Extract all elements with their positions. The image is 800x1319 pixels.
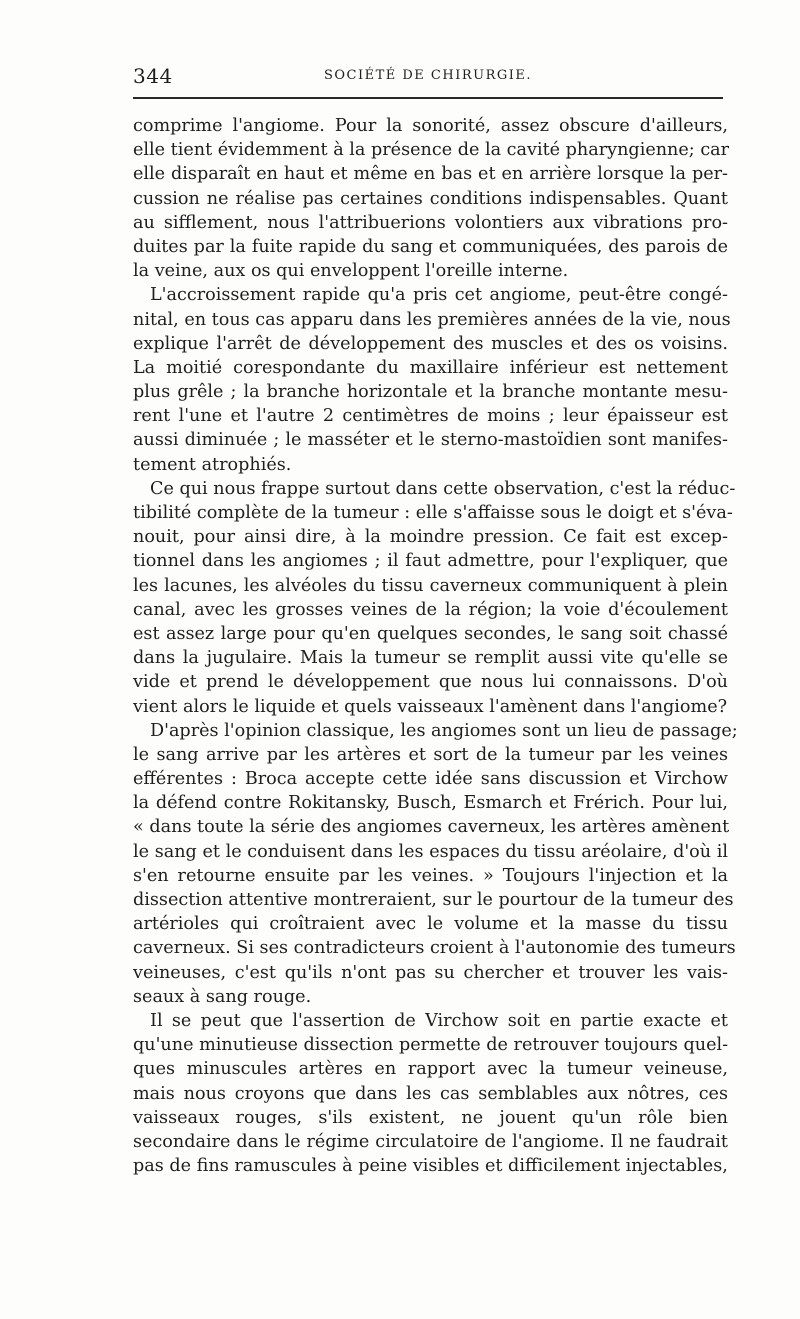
body-text bbox=[133, 114, 738, 1178]
text-line: le sang et le conduisent dans les espaces du tissu aréolaire, d'où il bbox=[133, 841, 728, 862]
text-line: elle tient évidemment à la présence de la cavité pharyngienne; car bbox=[133, 140, 730, 161]
text-line: elle disparaît en haut et même en bas et en arrière lorsque la per- bbox=[133, 164, 728, 185]
text-line: D'après l'opinion classique, les angiomes sont un lieu de passage; bbox=[150, 720, 738, 741]
paragraph bbox=[133, 719, 738, 1009]
page-number: 344 bbox=[133, 64, 173, 88]
text-line: canal, avec les grosses veines de la région; la voie d'écoulement bbox=[133, 599, 728, 620]
text-line: vient alors le liquide et quels vaisseaux l'amènent dans l'angiome? bbox=[133, 696, 728, 717]
text-line: L'accroissement rapide qu'a pris cet angiome, peut-être congé- bbox=[150, 285, 728, 306]
text-line: seaux à sang rouge. bbox=[133, 986, 312, 1007]
text-line: tibilité complète de la tumeur : elle s'affaisse sous le doigt et s'éva- bbox=[133, 503, 733, 523]
text-line: tement atrophiés. bbox=[133, 454, 292, 475]
text-line: La moitié corespondante du maxillaire inférieur est nettement bbox=[133, 357, 728, 378]
text-line: explique l'arrêt de développement des muscles et des os voisins. bbox=[133, 333, 728, 354]
text-line: aussi diminuée ; le masséter et le sterno-mastoïdien sont manifes- bbox=[133, 430, 728, 451]
text-line: les lacunes, les alvéoles du tissu caverneux communiquent à plein bbox=[133, 575, 728, 596]
text-line: Il se peut que l'assertion de Virchow soit en partie exacte et bbox=[150, 1010, 728, 1031]
paragraph bbox=[133, 477, 736, 719]
text-line: qu'une minutieuse dissection permette de retrouver toujours quel- bbox=[133, 1035, 729, 1056]
paragraph bbox=[133, 283, 731, 477]
paragraph bbox=[133, 114, 728, 283]
running-title: SOCIÉTÉ DE CHIRURGIE. bbox=[323, 68, 533, 83]
text-line: dissection attentive montreraient, sur le pourtour de la tumeur des bbox=[133, 890, 734, 910]
text-line: artérioles qui croîtraient avec le volume et la masse du tissu bbox=[133, 914, 728, 935]
text-line: pas de fins ramuscules à peine visibles et difficilement injectables, bbox=[133, 1156, 728, 1177]
text-line: veineuses, c'est qu'ils n'ont pas su chercher et trouver les vais- bbox=[133, 962, 728, 983]
text-line: vaisseaux rouges, s'ils existent, ne jouent qu'un rôle bien bbox=[133, 1107, 728, 1128]
text-line: plus grêle ; la branche horizontale et la branche montante mesu- bbox=[133, 382, 728, 403]
text-line: rent l'une et l'autre 2 centimètres de moins ; leur épaisseur est bbox=[133, 406, 728, 427]
text-line: ques minuscules artères en rapport avec la tumeur veineuse, bbox=[133, 1059, 728, 1080]
text-line: efférentes : Broca accepte cette idée sans discussion et Virchow bbox=[133, 769, 728, 790]
text-line: dans la jugulaire. Mais la tumeur se remplit aussi vite qu'elle se bbox=[133, 648, 728, 669]
text-line: cussion ne réalise pas certaines conditions indispensables. Quant bbox=[133, 188, 728, 209]
header-rule bbox=[133, 97, 723, 99]
running-head bbox=[133, 64, 723, 90]
text-line: duites par la fuite rapide du sang et communiquées, des parois de bbox=[133, 236, 728, 257]
text-line: s'en retourne ensuite par les veines. » Toujours l'injection et la bbox=[133, 865, 728, 886]
text-line: nouit, pour ainsi dire, à la moindre pression. Ce fait est excep- bbox=[133, 527, 728, 548]
text-line: la défend contre Rokitansky, Busch, Esmarch et Frérich. Pour lui, bbox=[133, 793, 728, 814]
text-line: nital, en tous cas apparu dans les premières années de la vie, nous bbox=[133, 309, 731, 330]
text-line: vide et prend le développement que nous lui connaissons. D'où bbox=[133, 672, 728, 693]
text-line: mais nous croyons que dans les cas semblables aux nôtres, ces bbox=[133, 1083, 728, 1104]
text-line: caverneux. Si ses contradicteurs croient à l'autonomie des tumeurs bbox=[133, 938, 736, 959]
text-line: Ce qui nous frappe surtout dans cette observation, c'est la réduc- bbox=[150, 478, 736, 499]
text-line: comprime l'angiome. Pour la sonorité, assez obscure d'ailleurs, bbox=[133, 116, 728, 136]
text-line: est assez large pour qu'en quelques secondes, le sang soit chassé bbox=[133, 623, 728, 644]
text-line: « dans toute la série des angiomes caverneux, les artères amènent bbox=[133, 817, 730, 838]
text-line: le sang arrive par les artères et sort de la tumeur par les veines bbox=[133, 744, 728, 765]
paragraph bbox=[133, 1009, 728, 1178]
text-line: au sifflement, nous l'attribuerions volontiers aux vibrations pro- bbox=[133, 212, 728, 233]
text-line: la veine, aux os qui enveloppent l'oreille interne. bbox=[133, 261, 569, 282]
text-line: tionnel dans les angiomes ; il faut admettre, pour l'expliquer, que bbox=[133, 551, 728, 572]
text-line: secondaire dans le régime circulatoire de l'angiome. Il ne faudrait bbox=[133, 1131, 728, 1152]
